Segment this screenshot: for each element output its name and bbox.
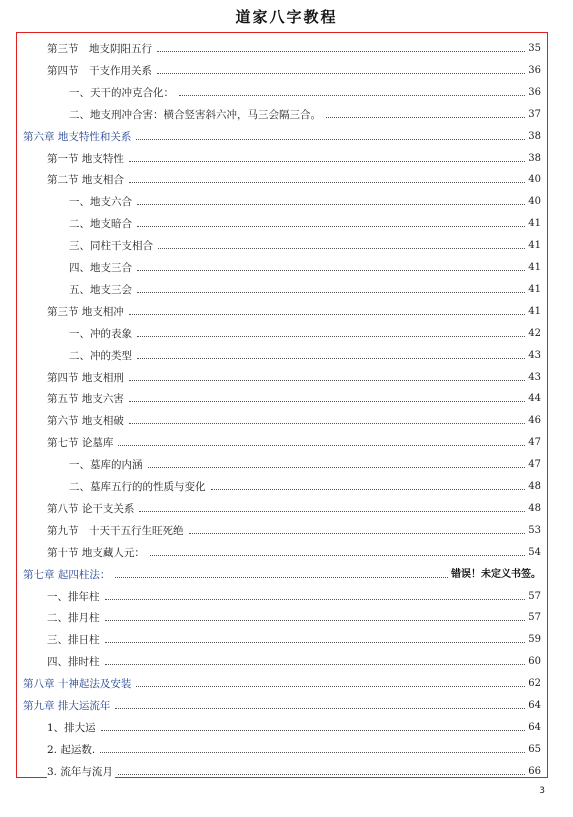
toc-entry[interactable] — [17, 383, 541, 405]
toc-entry[interactable] — [17, 449, 541, 471]
toc-entry-page: 46 — [528, 415, 541, 427]
toc-entry[interactable] — [17, 33, 541, 55]
toc-entry[interactable] — [17, 690, 541, 712]
toc-entry-label: 第二节 地支相合 — [47, 174, 124, 187]
table-of-contents — [16, 32, 548, 778]
toc-entry-page: 47 — [528, 437, 541, 449]
toc-entry[interactable] — [17, 427, 541, 449]
toc-entry[interactable] — [17, 712, 541, 734]
toc-leader-dots — [129, 422, 525, 424]
toc-leader-dots — [129, 379, 525, 381]
toc-leader-dots — [105, 663, 526, 665]
toc-entry[interactable] — [17, 581, 541, 603]
toc-entry-page: 38 — [528, 130, 541, 142]
toc-leader-dots — [179, 94, 525, 96]
toc-entry-label: 四、地支三合 — [69, 262, 132, 274]
toc-entry-page: 42 — [528, 327, 541, 339]
toc-entry-label: 二、地支暗合 — [69, 218, 132, 231]
toc-entry-label: 1、排大运 — [47, 721, 96, 734]
toc-entry-label: 2. 起运数. — [47, 743, 96, 756]
toc-entry[interactable] — [17, 340, 541, 362]
toc-leader-dots — [105, 641, 526, 643]
toc-entry-label: 一、排年柱 — [47, 590, 100, 603]
toc-entry[interactable] — [17, 668, 541, 690]
toc-entry[interactable] — [17, 99, 541, 121]
toc-entry-page: 48 — [528, 502, 541, 514]
toc-entry-label: 第六节 地支相破 — [47, 415, 124, 428]
toc-entry-label: 一、墓库的内涵 — [69, 459, 143, 472]
toc-leader-dots — [115, 576, 448, 578]
toc-leader-dots — [100, 751, 525, 753]
toc-leader-dots — [189, 532, 526, 534]
toc-leader-dots — [105, 598, 526, 600]
toc-entry[interactable] — [17, 121, 541, 143]
toc-entry-page: 41 — [528, 305, 541, 317]
toc-entry[interactable] — [17, 624, 541, 646]
toc-entry-page: 48 — [528, 481, 541, 492]
toc-entry[interactable] — [17, 186, 541, 208]
toc-entry-label: 第四节 地支相刑 — [47, 371, 124, 384]
toc-entry[interactable] — [17, 602, 541, 624]
toc-leader-dots — [137, 335, 525, 337]
toc-entry[interactable] — [17, 252, 541, 274]
toc-entry[interactable] — [17, 537, 541, 559]
toc-entry-label: 第九节 十天干五行生旺死绝 — [47, 524, 184, 537]
toc-entry-page: 40 — [528, 174, 541, 186]
toc-entry-page: 64 — [528, 721, 541, 733]
toc-entry-page: 43 — [528, 371, 541, 383]
toc-entry-label: 二、墓库五行的的性质与变化 — [69, 481, 206, 493]
toc-entry[interactable] — [17, 646, 541, 668]
toc-entry-label: 五、地支三会 — [69, 283, 132, 296]
toc-entry[interactable] — [17, 405, 541, 427]
toc-entry[interactable] — [17, 493, 541, 515]
toc-entry-label: 一、天干的冲克合化： — [69, 86, 174, 99]
toc-entry-label: 一、冲的表象 — [69, 327, 132, 340]
toc-entry[interactable] — [17, 559, 541, 581]
toc-entry-label: 第一节 地支特性 — [47, 152, 124, 165]
toc-entry-label: 第五节 地支六害 — [47, 393, 124, 406]
toc-leader-dots — [211, 488, 526, 490]
document-title: 道家八字教程 — [235, 8, 338, 26]
toc-leader-dots — [101, 729, 526, 731]
toc-leader-dots — [157, 72, 525, 74]
toc-leader-dots — [129, 160, 525, 162]
toc-leader-dots — [105, 619, 526, 621]
toc-leader-dots — [115, 707, 525, 709]
toc-entry-page: 62 — [528, 678, 541, 690]
toc-entry[interactable] — [17, 208, 541, 230]
toc-entry-label: 第七节 论墓库 — [47, 437, 114, 450]
toc-entry-page: 60 — [528, 656, 541, 668]
toc-leader-dots — [139, 510, 525, 512]
toc-entry-page: 43 — [528, 349, 541, 361]
toc-entry-page: 57 — [528, 612, 541, 624]
toc-entry[interactable] — [17, 55, 541, 77]
toc-entry[interactable] — [17, 143, 541, 165]
toc-entry-label: 第八章 十神起法及安装 — [23, 678, 132, 691]
toc-entry-label: 四、排时柱 — [47, 656, 100, 669]
toc-leader-dots — [118, 444, 525, 446]
toc-leader-dots — [137, 225, 525, 227]
toc-entry-label: 3. 流年与流月 — [47, 765, 113, 778]
toc-entry[interactable] — [17, 515, 541, 537]
toc-entry-label: 一、地支六合 — [69, 196, 132, 209]
toc-entry[interactable] — [17, 471, 541, 493]
toc-leader-dots — [129, 313, 525, 315]
toc-entry-label: 第七章 起四柱法： — [23, 568, 111, 581]
toc-entry[interactable] — [17, 230, 541, 252]
toc-entry-label: 二、排月柱 — [47, 612, 100, 625]
toc-leader-dots — [150, 554, 525, 556]
toc-entry-page: 44 — [528, 393, 541, 405]
toc-entry[interactable] — [17, 734, 541, 756]
toc-leader-dots — [137, 269, 525, 271]
toc-leader-dots — [118, 773, 525, 775]
toc-leader-dots — [137, 203, 525, 205]
toc-leader-dots — [157, 50, 525, 52]
toc-entry[interactable] — [17, 274, 541, 296]
toc-entry-page: 59 — [528, 634, 541, 646]
toc-entry-page: 38 — [528, 152, 541, 164]
toc-entry-label: 第八节 论干支关系 — [47, 502, 135, 515]
toc-entry-page: 64 — [528, 700, 541, 711]
toc-entry-label: 第三节 地支阴阳五行 — [47, 43, 152, 55]
toc-entry[interactable] — [17, 318, 541, 340]
toc-entry[interactable] — [17, 164, 541, 186]
toc-leader-dots — [148, 466, 526, 468]
toc-leader-dots — [136, 685, 525, 687]
toc-leader-dots — [129, 400, 525, 402]
toc-leader-dots — [158, 247, 525, 249]
toc-entry-page: 40 — [528, 196, 541, 208]
toc-entry-page: 错误！未定义书签。 — [451, 568, 541, 580]
toc-leader-dots — [137, 357, 525, 359]
toc-entry-page: 47 — [528, 459, 541, 471]
page-number: 3 — [539, 786, 545, 796]
toc-entry-page: 37 — [528, 108, 541, 120]
toc-leader-dots — [137, 291, 525, 293]
toc-entry-page: 36 — [528, 86, 541, 98]
toc-entry-page: 53 — [528, 524, 541, 536]
toc-entry[interactable] — [17, 296, 541, 318]
toc-entry-page: 35 — [528, 43, 541, 54]
toc-entry-page: 36 — [528, 64, 541, 76]
toc-entry-label: 第三节 地支相冲 — [47, 305, 124, 318]
toc-entry-page: 41 — [528, 218, 541, 230]
toc-leader-dots — [136, 138, 525, 140]
toc-entry-label: 第九章 排大运流年 — [23, 700, 111, 712]
toc-leader-dots — [129, 181, 525, 183]
toc-entry-page: 54 — [528, 546, 541, 558]
toc-entry-label: 第十节 地支藏人元： — [47, 546, 145, 559]
toc-entry-label: 第四节 干支作用关系 — [47, 64, 152, 77]
toc-entry-page: 41 — [528, 262, 541, 273]
toc-entry-label: 三、同柱干支相合 — [69, 240, 153, 253]
toc-entry-page: 41 — [528, 283, 541, 295]
toc-leader-dots — [326, 116, 525, 118]
toc-entry[interactable] — [17, 362, 541, 384]
toc-entry-page: 57 — [528, 590, 541, 602]
toc-entry-label: 第六章 地支特性和关系 — [23, 130, 132, 143]
toc-entry-page: 41 — [528, 240, 541, 252]
toc-entry[interactable] — [17, 77, 541, 99]
toc-entry-page: 65 — [528, 743, 541, 755]
toc-entry[interactable] — [17, 756, 541, 778]
toc-entry-page: 66 — [528, 765, 541, 777]
toc-entry-label: 二、地支刑冲合害：横合竖害斜六冲，马三会隔三合。 — [69, 108, 321, 121]
toc-entry-label: 三、排日柱 — [47, 634, 100, 647]
toc-entry-label: 二、冲的类型 — [69, 349, 132, 362]
